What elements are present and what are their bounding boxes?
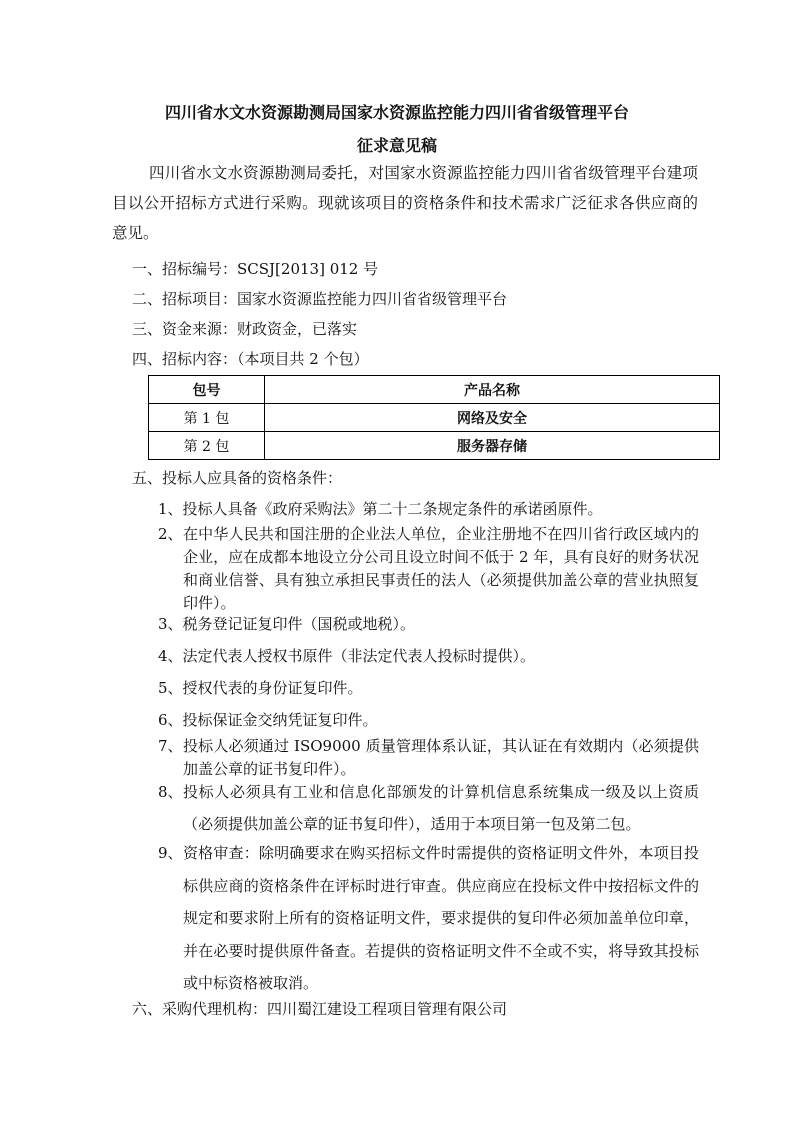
intro-paragraph: 四川省水文水资源勘测局委托，对国家水资源监控能力四川省省级管理平台建项目以公开招标方式进行采购。现就该项目的资格条件和技术需求广泛征求各供应商的意见。 xyxy=(112,164,698,242)
package-table xyxy=(148,375,720,460)
qualification-text: 资格审查：除明确要求在购买招标文件时需提供的资格证明文件外，本项目投标供应商的资格条件在评标时进行审查。供应商应在投标文件中按招标文件的规定和要求附上所有的资格证明文件，要求提供的复印件必须加盖单位印章，并在必要时提供原件备查。若提供的资格证明文件不全或不实，将导致其投标或中标资格被取消。 xyxy=(183,844,699,992)
qualification-number: 7、 xyxy=(158,737,183,755)
table-cell-pkg: 第 1 包 xyxy=(149,404,265,432)
table-cell-product: 服务器存储 xyxy=(265,432,720,460)
table-row xyxy=(149,404,720,432)
section-fund-source: 三、资金来源：财政资金，已落实 xyxy=(132,320,358,338)
qualification-item-4: 4、法定代表人授权书原件（非法定代表人投标时提供）。 xyxy=(158,647,536,665)
section-bid-number: 一、招标编号：SCSJ[2013] 012 号 xyxy=(132,260,379,278)
section-procurement-agency: 六、采购代理机构：四川蜀江建设工程项目管理有限公司 xyxy=(132,1000,508,1018)
qualification-item-5: 5、授权代表的身份证复印件。 xyxy=(158,679,363,697)
table-cell-pkg: 第 2 包 xyxy=(149,432,265,460)
qualification-text: 在中华人民共和国注册的企业法人单位，企业注册地不在四川省行政区域内的企业，应在成都本地设立分公司且设立时间不低于 2 年，具有良好的财务状况和商业信誉、具有独立承担民事责任的法人（必须提供加盖公章的营业执照复印件）。 xyxy=(183,525,699,612)
qualification-text: 投标人必须具有工业和信息化部颁发的计算机信息系统集成一级及以上资质（必须提供加盖公章的证书复印件），适用于本项目第一包及第二包。 xyxy=(183,783,699,833)
table-cell-product: 网络及安全 xyxy=(265,404,720,432)
qualification-item-1: 1、投标人具备《政府采购法》第二十二条规定条件的承诺函原件。 xyxy=(158,500,603,518)
qualification-number: 9、 xyxy=(158,844,183,862)
table-row xyxy=(149,432,720,460)
section-bid-content: 四、招标内容：（本项目共 2 个包） xyxy=(132,350,369,368)
section-qualifications: 五、投标人应具备的资格条件： xyxy=(132,469,343,487)
qualification-text: 投标人必须通过 ISO9000 质量管理体系认证，其认证在有效期内（必须提供加盖公章的证书复印件）。 xyxy=(183,737,699,778)
table-header-pkg: 包号 xyxy=(149,376,265,404)
qualification-item-7 xyxy=(158,735,699,781)
qualification-item-3: 3、税务登记证复印件（国税或地税）。 xyxy=(158,615,416,633)
document-subtitle: 征求意见稿 xyxy=(356,136,437,155)
qualification-item-8 xyxy=(158,776,699,840)
table-header-row xyxy=(149,376,720,404)
qualification-item-6: 6、投标保证金交纳凭证复印件。 xyxy=(158,711,378,729)
document-title: 四川省水文水资源勘测局国家水资源监控能力四川省省级管理平台 xyxy=(164,103,629,122)
qualification-number: 2、 xyxy=(158,525,183,543)
qualification-item-2 xyxy=(158,523,699,615)
qualification-number: 8、 xyxy=(158,783,183,801)
qualification-item-9 xyxy=(158,837,699,1000)
table-header-product: 产品名称 xyxy=(265,376,720,404)
section-bid-project: 二、招标项目：国家水资源监控能力四川省省级管理平台 xyxy=(132,290,508,308)
